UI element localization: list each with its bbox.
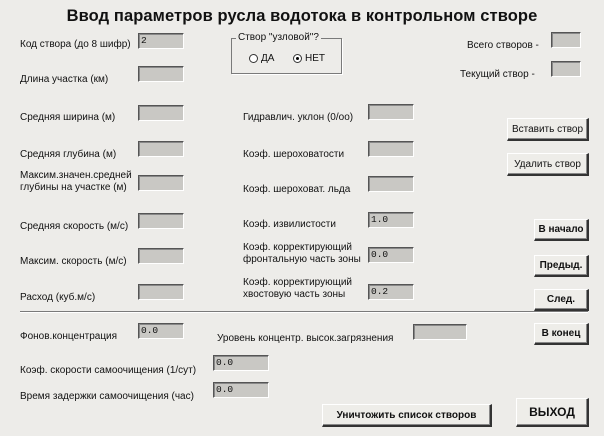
flow-field[interactable] <box>138 284 184 300</box>
insert-button[interactable]: Вставить створ <box>507 118 589 141</box>
prev-button[interactable]: Предыд. <box>534 255 589 277</box>
radio-no-indicator[interactable] <box>293 54 302 63</box>
highpoll-label: Уровень концентр. высок.загрязнения <box>217 333 394 344</box>
sinuosity-label: Коэф. извилистости <box>243 219 336 230</box>
tail-field[interactable]: 0.2 <box>368 284 414 300</box>
width-field[interactable] <box>138 105 184 121</box>
total-field <box>551 32 581 48</box>
selfclean-field[interactable]: 0.0 <box>213 355 269 371</box>
radio-yes-indicator[interactable] <box>249 54 258 63</box>
selfclean-label: Коэф. скорости самоочищения (1/сут) <box>20 365 197 376</box>
speed-field[interactable] <box>138 213 184 229</box>
section-divider <box>20 311 588 313</box>
ice-label: Коэф. шероховат. льда <box>243 184 351 195</box>
window-title: Ввод параметров русла водотока в контрольном створе <box>66 7 538 25</box>
depth-label: Средняя глубина (м) <box>20 149 117 160</box>
rough-label: Коэф. шероховатости <box>243 149 345 160</box>
sinuosity-field[interactable]: 1.0 <box>368 212 414 228</box>
maxdepth-field[interactable] <box>138 175 184 191</box>
ice-field[interactable] <box>368 176 414 192</box>
delay-label: Время задержки самоочищения (час) <box>20 391 194 402</box>
exit-button[interactable]: ВЫХОД <box>516 398 589 427</box>
node-group-label: Створ "узловой"? <box>238 32 319 43</box>
current-field <box>551 61 581 77</box>
code-field[interactable]: 2 <box>138 33 184 49</box>
code-label: Код створа (до 8 шифр) <box>20 39 131 50</box>
radio-no[interactable] <box>293 53 325 64</box>
background-field[interactable]: 0.0 <box>138 323 184 339</box>
node-groupbox <box>231 38 342 74</box>
slope-field[interactable] <box>368 104 414 120</box>
radio-no-label: НЕТ <box>305 53 325 64</box>
first-button[interactable]: В начало <box>534 219 589 241</box>
delete-button[interactable]: Удалить створ <box>507 153 589 176</box>
length-label: Длина участка (км) <box>20 74 109 85</box>
tail-label: Коэф. корректирующий хвостовую часть зоны <box>243 277 353 300</box>
current-label: Текущий створ - <box>460 69 535 80</box>
next-button[interactable]: След. <box>534 289 589 311</box>
rough-field[interactable] <box>368 141 414 157</box>
maxspeed-field[interactable] <box>138 248 184 264</box>
width-label: Средняя ширина (м) <box>20 112 116 123</box>
highpoll-field[interactable] <box>413 324 467 340</box>
speed-label: Средняя скорость (м/с) <box>20 221 129 232</box>
length-field[interactable] <box>138 66 184 82</box>
depth-field[interactable] <box>138 141 184 157</box>
last-button[interactable]: В конец <box>534 323 589 345</box>
front-label: Коэф. корректирующий фронтальную часть зоны <box>243 242 361 265</box>
front-field[interactable]: 0.0 <box>368 247 414 263</box>
radio-yes-label: ДА <box>261 53 275 64</box>
flow-label: Расход (куб.м/с) <box>20 292 96 303</box>
radio-yes[interactable] <box>249 53 274 64</box>
slope-label: Гидравлич. уклон (0/оо) <box>243 112 354 123</box>
maxspeed-label: Максим. скорость (м/с) <box>20 256 127 267</box>
delay-field[interactable]: 0.0 <box>213 382 269 398</box>
total-label: Всего створов - <box>467 40 539 51</box>
maxdepth-label: Максим.значен.средней глубины на участке (м) <box>20 170 132 193</box>
clear-list-button[interactable]: Уничтожить список створов <box>322 404 492 427</box>
background-label: Фонов.концентрация <box>20 331 118 342</box>
